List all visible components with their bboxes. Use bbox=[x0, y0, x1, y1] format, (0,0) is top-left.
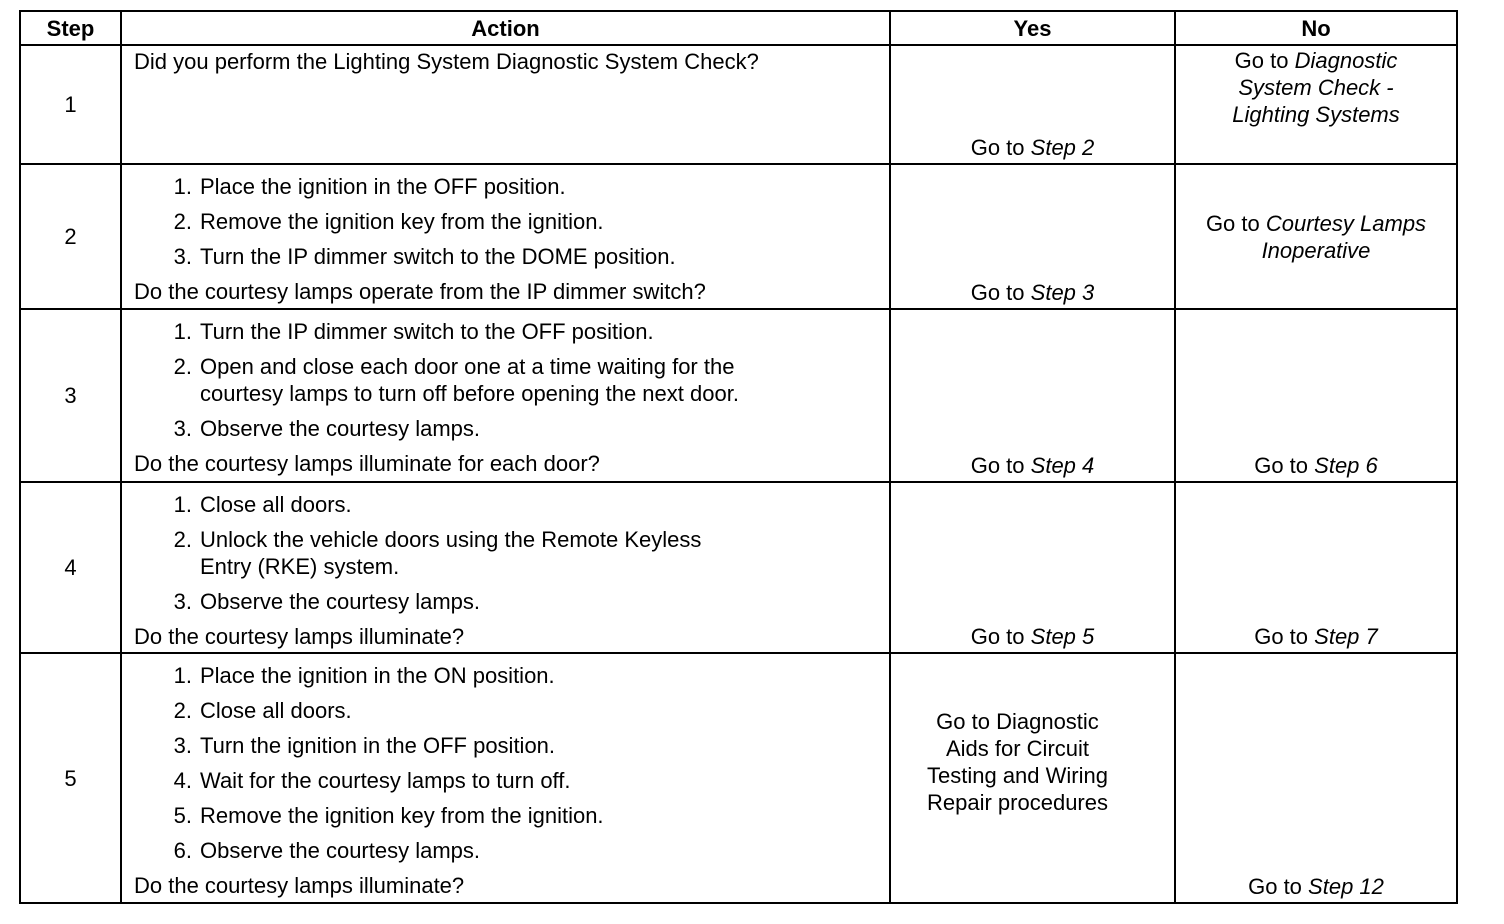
action-steps bbox=[134, 318, 877, 442]
action-step-text: Remove the ignition key from the ignition. bbox=[200, 803, 604, 828]
action-cell bbox=[121, 45, 890, 164]
action-step-text: Turn the IP dimmer switch to the DOME position. bbox=[200, 244, 676, 269]
action-step-number: 2. bbox=[173, 209, 192, 234]
action-steps bbox=[134, 491, 877, 615]
action-step-text: Observe the courtesy lamps. bbox=[200, 589, 481, 614]
action-step-number: 1. bbox=[173, 319, 192, 344]
no-prefix: Go to bbox=[1254, 453, 1309, 478]
no-link-line[interactable]: Lighting Systems bbox=[1232, 102, 1400, 127]
yes-line: Repair procedures bbox=[927, 790, 1108, 815]
action-step bbox=[134, 767, 877, 794]
yes-result[interactable] bbox=[891, 134, 1174, 161]
no-prefix: Go to bbox=[1248, 874, 1302, 899]
action-question: Did you perform the Lighting System Diagnostic System Check? bbox=[134, 49, 759, 74]
action-cell bbox=[121, 309, 890, 482]
action-step bbox=[134, 208, 877, 235]
yes-result[interactable] bbox=[891, 708, 1174, 816]
no-prefix: Go to bbox=[1254, 624, 1309, 649]
step-number: 5 bbox=[20, 653, 121, 903]
yes-cell bbox=[890, 482, 1175, 653]
step-number: 2 bbox=[20, 164, 121, 309]
no-link-line[interactable]: System Check - bbox=[1238, 75, 1394, 100]
action-step bbox=[134, 732, 877, 759]
header-row bbox=[20, 11, 1457, 45]
yes-prefix: Go to bbox=[970, 280, 1025, 305]
no-result[interactable] bbox=[1176, 873, 1456, 900]
action-question: Do the courtesy lamps illuminate? bbox=[134, 624, 465, 649]
table-row bbox=[20, 309, 1457, 482]
action-step bbox=[134, 318, 877, 345]
yes-link[interactable]: Step 2 bbox=[1030, 135, 1095, 160]
yes-link[interactable]: Step 4 bbox=[1030, 453, 1095, 478]
action-step-number: 3. bbox=[173, 244, 192, 269]
yes-link[interactable]: Step 5 bbox=[1030, 624, 1095, 649]
no-prefix: Go to bbox=[1234, 48, 1289, 73]
action-step bbox=[134, 353, 877, 407]
action-step-text: Observe the courtesy lamps. bbox=[200, 416, 481, 441]
action-steps bbox=[134, 173, 877, 270]
action-step-text: Turn the IP dimmer switch to the OFF position. bbox=[200, 319, 654, 344]
action-step-text: Observe the courtesy lamps. bbox=[200, 838, 481, 863]
no-prefix: Go to bbox=[1205, 210, 1260, 236]
diagnostic-table bbox=[19, 10, 1458, 904]
action-step-number: 3. bbox=[173, 416, 192, 441]
action-step-text: Place the ignition in the OFF position. bbox=[200, 174, 566, 199]
action-step-text: Close all doors. bbox=[200, 698, 352, 723]
action-step-text: Remove the ignition key from the ignition. bbox=[200, 209, 604, 234]
no-link-line[interactable]: Diagnostic bbox=[1294, 48, 1398, 73]
action-step bbox=[134, 243, 877, 270]
action-step bbox=[134, 526, 877, 580]
no-result[interactable] bbox=[1176, 47, 1456, 128]
table-row bbox=[20, 45, 1457, 164]
action-step bbox=[134, 697, 877, 724]
action-step-text: Open and close each door one at a time waiting for the courtesy lamps to turn off before opening the next door. bbox=[200, 354, 739, 406]
table-row bbox=[20, 482, 1457, 653]
action-step bbox=[134, 415, 877, 442]
action-step bbox=[134, 491, 877, 518]
action-steps bbox=[134, 662, 877, 864]
action-step-number: 1. bbox=[173, 174, 192, 199]
action-cell bbox=[121, 164, 890, 309]
table-row bbox=[20, 653, 1457, 903]
no-link[interactable]: Step 7 bbox=[1314, 624, 1378, 649]
header-yes: Yes bbox=[890, 11, 1175, 45]
header-no: No bbox=[1175, 11, 1457, 45]
table-row bbox=[20, 164, 1457, 309]
header-step: Step bbox=[20, 11, 121, 45]
step-number: 4 bbox=[20, 482, 121, 653]
action-step-number: 2. bbox=[173, 354, 192, 379]
yes-prefix: Go to bbox=[970, 453, 1025, 478]
no-link[interactable]: Step 12 bbox=[1308, 874, 1384, 899]
yes-result[interactable] bbox=[891, 452, 1174, 479]
action-step bbox=[134, 588, 877, 615]
action-step-number: 6. bbox=[173, 838, 192, 863]
yes-link[interactable]: Step 3 bbox=[1030, 280, 1095, 305]
yes-cell bbox=[890, 164, 1175, 309]
no-cell bbox=[1175, 309, 1457, 482]
no-cell bbox=[1175, 653, 1457, 903]
no-link-line[interactable]: Courtesy Lamps bbox=[1265, 210, 1427, 236]
action-step bbox=[134, 837, 877, 864]
no-result[interactable] bbox=[1176, 210, 1456, 264]
action-step-text: Close all doors. bbox=[200, 492, 352, 517]
action-step-number: 4. bbox=[173, 768, 192, 793]
yes-prefix: Go to bbox=[970, 624, 1025, 649]
yes-cell bbox=[890, 653, 1175, 903]
no-result[interactable] bbox=[1176, 623, 1456, 650]
step-number: 1 bbox=[20, 45, 121, 164]
action-cell bbox=[121, 482, 890, 653]
action-step-number: 3. bbox=[173, 589, 192, 614]
action-step-number: 5. bbox=[173, 803, 192, 828]
action-step-text: Place the ignition in the ON position. bbox=[200, 663, 555, 688]
yes-cell bbox=[890, 309, 1175, 482]
action-step-number: 1. bbox=[173, 492, 192, 517]
yes-cell bbox=[890, 45, 1175, 164]
action-step-text: Turn the ignition in the OFF position. bbox=[200, 733, 556, 758]
action-step-number: 2. bbox=[173, 698, 192, 723]
yes-result[interactable] bbox=[891, 623, 1174, 650]
action-step-number: 3. bbox=[173, 733, 192, 758]
yes-result[interactable] bbox=[891, 279, 1174, 306]
yes-line: Aids for Circuit bbox=[945, 736, 1090, 761]
no-cell bbox=[1175, 164, 1457, 309]
yes-prefix: Go to bbox=[970, 135, 1025, 160]
step-number: 3 bbox=[20, 309, 121, 482]
action-step bbox=[134, 662, 877, 689]
action-question: Do the courtesy lamps illuminate? bbox=[134, 873, 465, 898]
no-link-line[interactable]: Inoperative bbox=[1261, 237, 1371, 263]
action-step-text: Unlock the vehicle doors using the Remote Keyless Entry (RKE) system. bbox=[200, 527, 702, 579]
no-link[interactable]: Step 6 bbox=[1314, 453, 1378, 478]
yes-line: Go to Diagnostic bbox=[936, 709, 1099, 734]
action-step bbox=[134, 802, 877, 829]
action-question: Do the courtesy lamps operate from the IP dimmer switch? bbox=[134, 279, 706, 304]
action-step-number: 2. bbox=[173, 527, 192, 552]
yes-line: Testing and Wiring bbox=[927, 763, 1108, 788]
header-action: Action bbox=[121, 11, 890, 45]
action-step-number: 1. bbox=[173, 663, 192, 688]
action-question: Do the courtesy lamps illuminate for each door? bbox=[134, 451, 600, 476]
no-cell bbox=[1175, 482, 1457, 653]
action-step bbox=[134, 173, 877, 200]
action-step-text: Wait for the courtesy lamps to turn off. bbox=[200, 768, 571, 793]
no-cell bbox=[1175, 45, 1457, 164]
no-result[interactable] bbox=[1176, 452, 1456, 479]
action-cell bbox=[121, 653, 890, 903]
